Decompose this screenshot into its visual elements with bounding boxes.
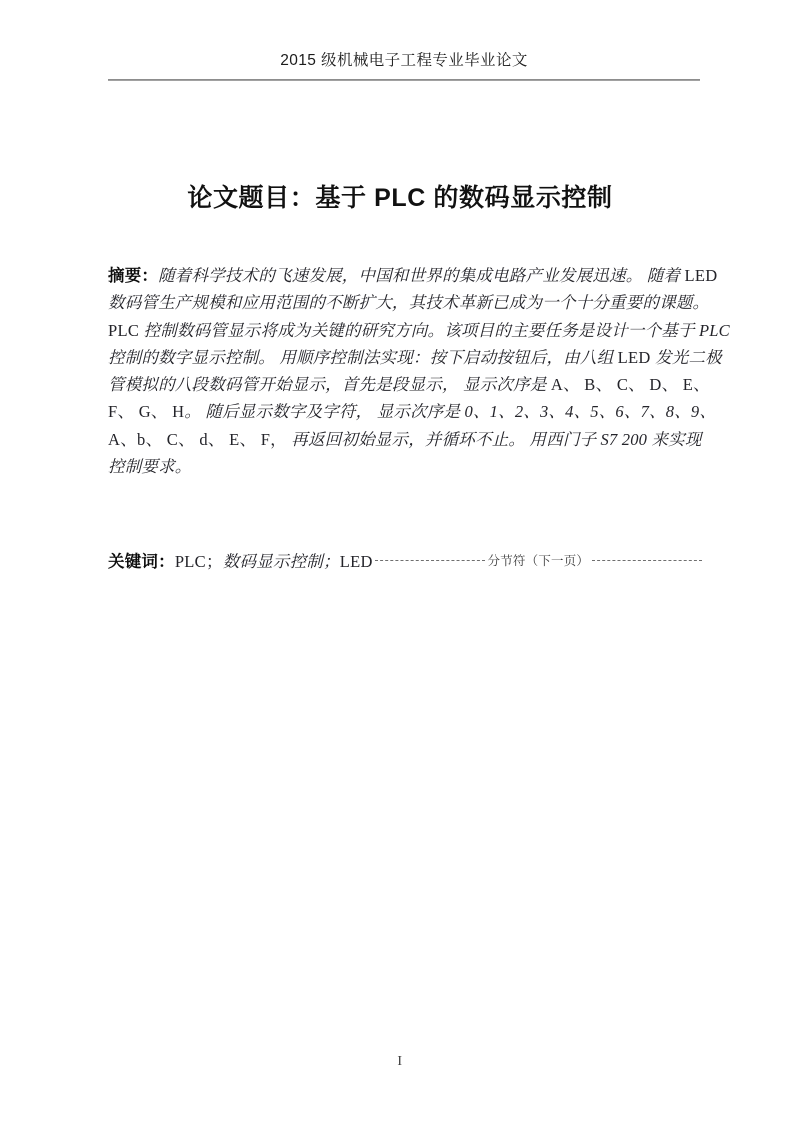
abstract-text-latin: A、b、 C、 d、 E、 F， — [108, 429, 287, 449]
keywords-label: 关键词： — [108, 553, 175, 571]
abstract-line — [108, 453, 702, 480]
abstract-text-cjk: 控制的数字显示控制。 用顺序控制法实现：按下启动按钮后，由八组 — [108, 347, 618, 367]
page-footer — [0, 1052, 800, 1070]
abstract-block — [108, 262, 730, 480]
abstract-text-latin: LED — [684, 266, 718, 285]
abstract-line — [108, 317, 730, 344]
abstract-text-latin: F、 G、 H — [108, 402, 185, 422]
section-break-marker — [375, 551, 702, 569]
abstract-text-cjk: 数码管生产规模和应用范围的不断扩大，其技术革新已成为一个十分重要的课题。 — [108, 293, 710, 313]
page-number: I — [397, 1054, 403, 1069]
abstract-line — [108, 262, 718, 289]
header-title: 2015 级机械电子工程专业毕业论文 — [280, 52, 528, 69]
keywords-text — [108, 548, 373, 572]
abstract-text-cjk: 发光二极 — [655, 347, 722, 367]
abstract-text-latin: LED — [617, 347, 656, 367]
keywords-row — [108, 548, 702, 572]
section-break-label: 分节符（下一页） — [487, 554, 590, 568]
abstract-line — [108, 371, 710, 398]
abstract-label: 摘要： — [108, 267, 159, 285]
abstract-text-cjk: 管模拟的八段数码管开始显示，首先是段显示， 显示次序是 — [108, 375, 551, 395]
section-break-dash-right — [592, 560, 702, 561]
abstract-line — [108, 289, 710, 316]
abstract-line — [108, 344, 722, 371]
abstract-text-cjk: 随着科学技术的飞速发展，中国和世界的集成电路产业发展迅速。 随着 — [158, 266, 685, 285]
page-title: 论文题目：基于 PLC 的数码显示控制 — [187, 184, 613, 212]
abstract-text-cjk: 控制数码管显示将成为关键的研究方向。该项目的主要任务是设计一个基于 PLC — [143, 320, 730, 340]
keywords-value-latin-1: PLC； — [174, 552, 223, 571]
page-header — [108, 50, 700, 81]
keywords-value-cjk: 数码显示控制； — [222, 552, 340, 571]
keywords-value-latin-2: LED — [339, 552, 373, 571]
abstract-line — [108, 398, 717, 425]
abstract-text-cjk: 。 随后显示数字及字符， 显示次序是 0、1、2、3、4、5、6、7、8、9、 — [184, 402, 717, 422]
section-break-dash-left — [375, 560, 485, 561]
abstract-line — [108, 426, 702, 453]
abstract-text-cjk: 再返回初始显示，并循环不止。 用西门子 S7 200 来实现 — [286, 429, 702, 449]
header-divider — [108, 79, 700, 81]
abstract-text-latin: A、 B、 C、 D、 E、 — [550, 375, 710, 395]
abstract-text-latin: PLC — [108, 320, 144, 340]
abstract-text-cjk: 控制要求。 — [108, 457, 192, 477]
